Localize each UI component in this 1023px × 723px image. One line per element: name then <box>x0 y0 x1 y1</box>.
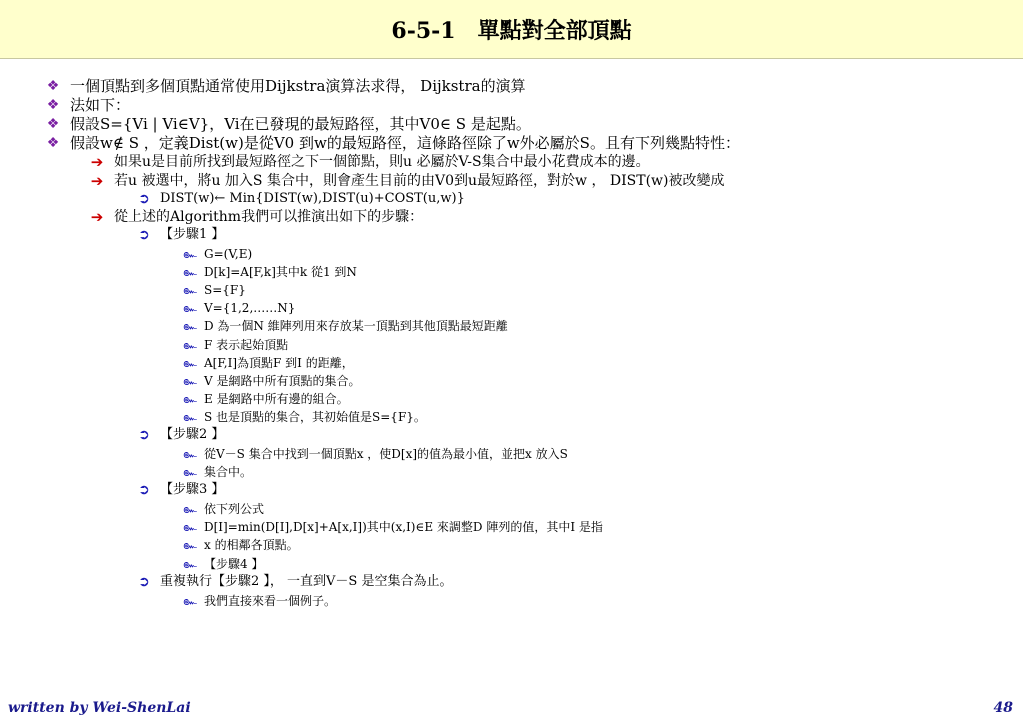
outline-line-level-4 <box>182 555 263 573</box>
outline-text: E 是網路中所有邊的組合。 <box>204 392 349 406</box>
arrow-bullet-icon: ➔ <box>90 208 104 226</box>
outline-line-level-1 <box>44 115 531 133</box>
outline-text: D[I]=min(D[I],D[x]+A[x,I])其中(x,I)∈E 來調整D 陣列的值，其中I 是指 <box>204 520 603 534</box>
outline-text: 【步驟2 】 <box>160 427 225 442</box>
ornament-bullet-icon: ๛ <box>183 538 197 552</box>
outline-line-level-4 <box>182 372 360 390</box>
ornament-bullet-icon: ๛ <box>183 520 197 534</box>
outline-text: 從V－S 集合中找到一個頂點x ，使D[x]的值為最小值，並把x 放入S <box>204 447 568 461</box>
outline-text: S={F} <box>204 283 246 297</box>
outline-line-level-3 <box>136 573 452 591</box>
outline-text: A[F,I]為頂點F 到I 的距離， <box>204 356 354 370</box>
outline-line-level-4 <box>182 518 603 536</box>
footer-author: written by Wei-ShenLai <box>8 700 191 716</box>
curved-arrow-bullet-icon: ➲ <box>138 427 150 443</box>
outline-text: F 表示起始頂點 <box>204 338 289 352</box>
curved-arrow-bullet-icon: ➲ <box>138 574 150 590</box>
outline-line-level-4 <box>182 336 288 354</box>
outline-text: 依下列公式 <box>204 502 265 516</box>
outline-text: D 為一個N 維陣列用來存放某一頂點到其他頂點最短距離 <box>204 319 508 333</box>
ornament-bullet-icon: ๛ <box>183 247 197 261</box>
slide-title: 6-5-1 單點對全部頂點 <box>391 17 632 44</box>
outline-text: 【步驟3 】 <box>160 482 225 497</box>
outline-text: DIST(w)← Min{DIST(w),DIST(u)+COST(u,w)} <box>160 191 465 206</box>
ornament-bullet-icon: ๛ <box>183 301 197 315</box>
outline-line-level-4 <box>182 445 568 463</box>
ornament-bullet-icon: ๛ <box>183 338 197 352</box>
outline-line-level-1 <box>44 96 130 114</box>
outline-line-level-4 <box>182 592 336 610</box>
arrow-bullet-icon: ➔ <box>90 153 104 171</box>
outline-line-level-4 <box>182 354 354 372</box>
outline-line-level-4 <box>182 500 264 518</box>
outline-line-level-2 <box>88 153 650 171</box>
diamond-bullet-icon: ❖ <box>46 97 60 113</box>
ornament-bullet-icon: ๛ <box>183 557 197 571</box>
outline-line-level-4 <box>182 245 252 263</box>
outline-line-level-4 <box>182 263 357 281</box>
outline-text: 【步驟4 】 <box>204 557 264 571</box>
ornament-bullet-icon: ๛ <box>183 319 197 333</box>
ornament-bullet-icon: ๛ <box>183 465 197 479</box>
ornament-bullet-icon: ๛ <box>183 502 197 516</box>
diamond-bullet-icon: ❖ <box>46 78 60 94</box>
outline-line-level-4 <box>182 390 349 408</box>
ornament-bullet-icon: ๛ <box>183 447 197 461</box>
ornament-bullet-icon: ๛ <box>183 283 197 297</box>
outline-line-level-4 <box>182 408 426 426</box>
diamond-bullet-icon: ❖ <box>46 135 60 151</box>
ornament-bullet-icon: ๛ <box>183 410 197 424</box>
outline-text: 如果u是目前所找到最短路徑之下一個節點，則u 必屬於V-S集合中最小花費成本的邊。 <box>114 154 650 170</box>
outline-line-level-4 <box>182 281 246 299</box>
outline-text: 假設w∉ S ，定義Dist(w)是從V0 到w的最短路徑，這條路徑除了w外必屬於S。且有下列幾點特性： <box>70 134 740 152</box>
outline-text: 從上述的Algorithm我們可以推演出如下的步驟： <box>114 209 424 225</box>
outline-text: 重複執行【步驟2 】， 一直到V－S 是空集合為止。 <box>160 574 453 589</box>
outline-text: 假設S={Vi | Vi∈V}，Vi在已發現的最短路徑，其中V0∈ S 是起點。 <box>70 115 531 133</box>
ornament-bullet-icon: ๛ <box>183 356 197 370</box>
outline-text: x 的相鄰各頂點。 <box>204 538 299 552</box>
diamond-bullet-icon: ❖ <box>46 116 60 132</box>
outline-text: 集合中。 <box>204 465 253 479</box>
outline-line-level-4 <box>182 463 252 481</box>
outline-line-level-2 <box>88 208 423 226</box>
arrow-bullet-icon: ➔ <box>90 172 104 190</box>
page-number: 48 <box>993 700 1013 716</box>
outline-text: 法如下： <box>70 96 131 114</box>
curved-arrow-bullet-icon: ➲ <box>138 227 150 243</box>
curved-arrow-bullet-icon: ➲ <box>138 482 150 498</box>
outline-line-level-2 <box>88 172 724 190</box>
outline-line-level-3 <box>136 226 224 244</box>
outline-line-level-4 <box>182 299 295 317</box>
outline-text: V={1,2,……N} <box>204 301 296 315</box>
outline-text: 若u 被選中，將u 加入S 集合中，則會產生目前的由V0到u最短路徑，對於w ， DIST(w)被改變成 <box>114 173 725 189</box>
outline-text: 【步驟1 】 <box>160 227 225 242</box>
outline-line-level-3 <box>136 190 465 208</box>
curved-arrow-bullet-icon: ➲ <box>138 191 150 207</box>
outline-line-level-1 <box>44 77 526 95</box>
outline-line-level-4 <box>182 536 299 554</box>
outline-text: S 也是頂點的集合，其初始值是S={F}。 <box>204 410 426 424</box>
ornament-bullet-icon: ๛ <box>183 594 197 608</box>
outline-line-level-3 <box>136 426 224 444</box>
outline-line-level-4 <box>182 317 508 335</box>
ornament-bullet-icon: ๛ <box>183 374 197 388</box>
outline-text: V 是網路中所有頂點的集合。 <box>204 374 361 388</box>
outline-text: D[k]=A[F,k]其中k 從1 到N <box>204 265 357 279</box>
outline-line-level-1 <box>44 134 740 152</box>
outline-line-level-3 <box>136 481 224 499</box>
ornament-bullet-icon: ๛ <box>183 392 197 406</box>
ornament-bullet-icon: ๛ <box>183 265 197 279</box>
outline-text: 一個頂點到多個頂點通常使用Dijkstra演算法求得， Dijkstra的演算 <box>70 77 526 95</box>
outline-text: 我們直接來看一個例子。 <box>204 594 337 608</box>
outline-text: G=(V,E) <box>204 247 253 261</box>
